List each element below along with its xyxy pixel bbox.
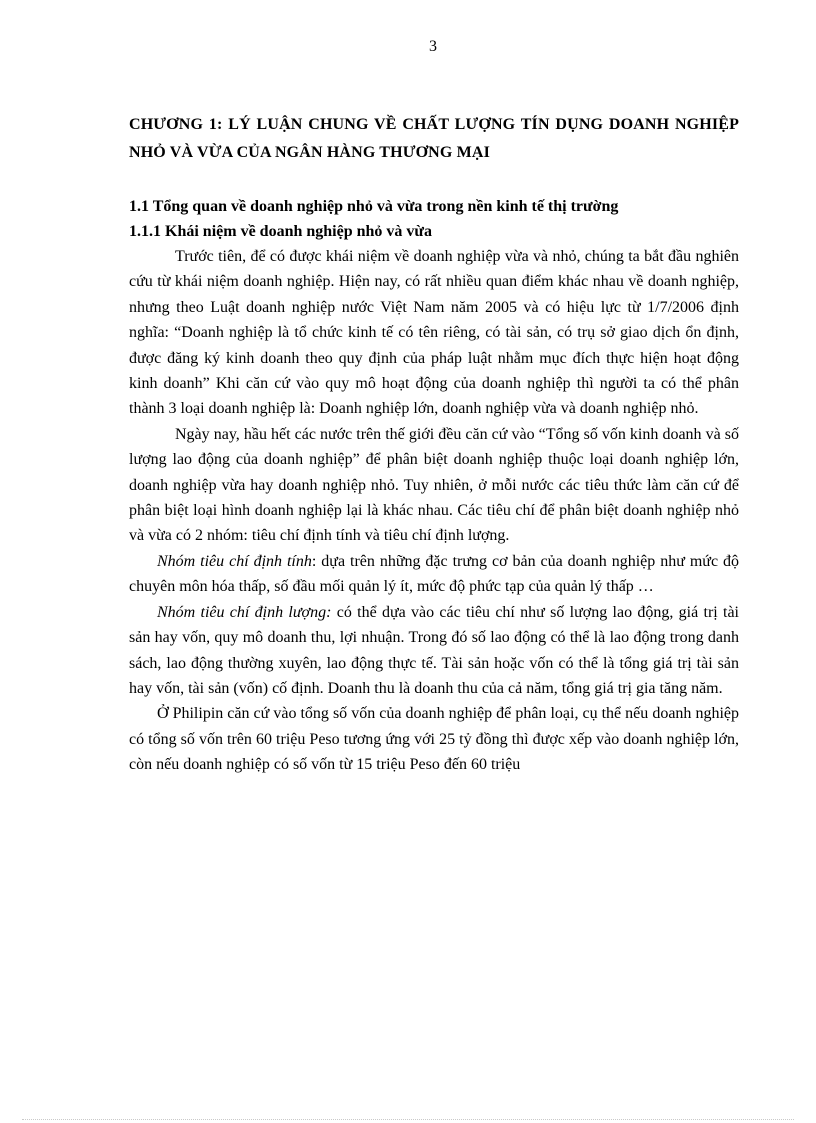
page-number: 3 (429, 38, 437, 55)
paragraph-qualitative-criteria (129, 549, 739, 600)
quantitative-criteria-body: có thể dựa vào các tiêu chí như số lượng lao động, giá trị tài sản hay vốn, quy mô doanh thu, lợi nhuận. Trong đó số lao động có thể là lao động trong danh sách, lao động thường xuyên, lao động thực tế. Tài sản hoặc vốn có thể là tổng giá trị tài sản hay vốn, tài sản (vốn) cố định. Doanh thu là doanh thu của cả năm, tổng giá trị gia tăng năm. (129, 603, 740, 697)
qualitative-criteria-lead: Nhóm tiêu chí định tính (157, 552, 312, 570)
paragraph-philippines-example: Ở Philipin căn cứ vào tổng số vốn của doanh nghiệp để phân loại, cụ thể nếu doanh nghiệp có tổng số vốn trên 60 triệu Peso tương ứng với 25 tỷ đồng thì được xếp vào doanh nghiệp lớn, còn nếu doanh nghiệp có số vốn từ 15 triệu Peso đến 60 triệu (129, 705, 739, 774)
paragraph-definition: Trước tiên, để có được khái niệm về doanh nghiệp vừa và nhỏ, chúng ta bắt đầu nghiên cứu từ khái niệm doanh nghiệp. Hiện nay, có rất nhiều quan điểm khác nhau về doanh nghiệp, nhưng theo Luật doanh nghiệp nước Việt Nam năm 2005 và có hiệu lực từ 1/7/2006 định nghĩa: “Doanh nghiệp là tổ chức kinh tế có tên riêng, có tài sản, có trụ sở giao dịch ổn định, được đăng ký kinh doanh theo quy định của pháp luật nhằm mục đích thực hiện hoạt động kinh doanh” Khi căn cứ vào quy mô hoạt động của doanh nghiệp thì người ta có thể phân thành 3 loại doanh nghiệp là: Doanh nghiệp lớn, doanh nghiệp vừa và doanh nghiệp nhỏ. (129, 248, 739, 418)
subsection-title: 1.1.1 Khái niệm về doanh nghiệp nhỏ và vừa (129, 223, 432, 240)
section-title: 1.1 Tổng quan về doanh nghiệp nhỏ và vừa trong nền kinh tế thị trường (129, 198, 619, 215)
paragraph-quantitative-criteria (129, 600, 739, 702)
page-bottom-divider (22, 1119, 794, 1120)
quantitative-criteria-lead: Nhóm tiêu chí định lượng: (157, 603, 332, 621)
page-content (129, 111, 739, 778)
qualitative-criteria-body: : dựa trên những đặc trưng cơ bản của doanh nghiệp như mức độ chuyên môn hóa thấp, số đầu mối quản lý ít, mức độ phức tạp của quản lý thấp … (129, 552, 739, 596)
chapter-title: CHƯƠNG 1: LÝ LUẬN CHUNG VỀ CHẤT LƯỢNG TÍN DỤNG DOANH NGHIỆP NHỎ VÀ VỪA CỦA NGÂN HÀNG THƯƠNG MẠI (129, 116, 739, 161)
paragraph-criteria-intro: Ngày nay, hầu hết các nước trên thế giới đều căn cứ vào “Tổng số vốn kinh doanh và số lượng lao động của doanh nghiệp” để phân biệt doanh nghiệp thuộc loại doanh nghiệp lớn, doanh nghiệp vừa hay doanh nghiệp nhỏ. Tuy nhiên, ở mỗi nước các tiêu thức làm căn cứ để phân biệt loại hình doanh nghiệp lại là khác nhau. Các tiêu chí để phân biệt doanh nghiệp nhỏ và vừa có 2 nhóm: tiêu chí định tính và tiêu chí định lượng. (129, 425, 739, 545)
